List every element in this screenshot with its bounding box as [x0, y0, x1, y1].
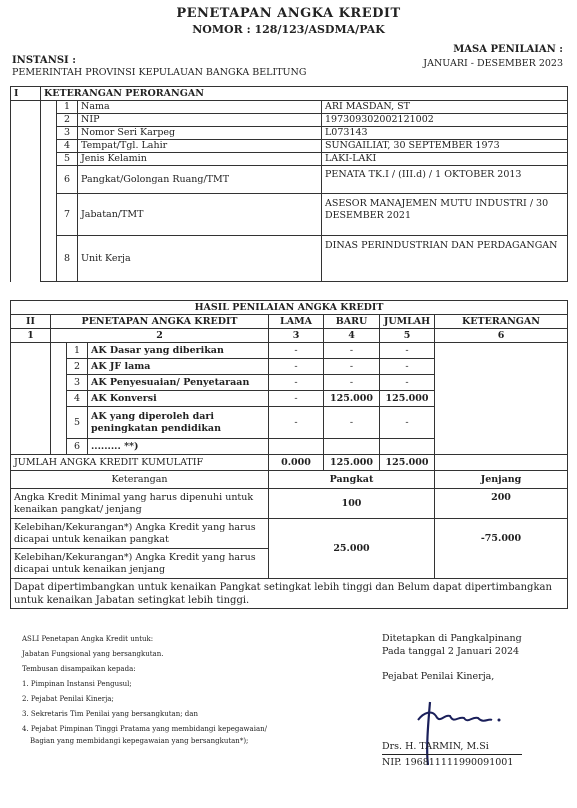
personal-row-value: ARI MASDAN, ST — [322, 101, 568, 114]
personal-row-label: Unit Kerja — [78, 236, 322, 282]
masa-penilaian-label: MASA PENILAIAN : — [453, 44, 563, 55]
ak-row-jumlah: 125.000 — [380, 391, 435, 407]
personal-row-no: 2 — [57, 114, 78, 127]
personal-row-no: 5 — [57, 153, 78, 166]
section-1-roman: I — [11, 87, 41, 101]
distribution-line: 2. Pejabat Penilai Kinerja; — [22, 695, 114, 703]
official-title: Pejabat Penilai Kinerja, — [382, 671, 495, 682]
minimal-label: Angka Kredit Minimal yang harus dipenuhi untuk kenaikan pangkat/ jenjang — [11, 489, 269, 519]
ak-row-jumlah: - — [380, 343, 435, 359]
kumulatif-label: JUMLAH ANGKA KREDIT KUMULATIF — [11, 455, 269, 471]
personal-row-label: Tempat/Tgl. Lahir — [78, 140, 322, 153]
col-number: 1 — [11, 329, 51, 343]
col-lama: LAMA — [269, 315, 324, 329]
ak-row-baru: 125.000 — [324, 391, 380, 407]
col-penetapan: PENETAPAN ANGKA KREDIT — [51, 315, 269, 329]
personal-row-value: PENATA TK.I / (III.d) / 1 OKTOBER 2013 — [322, 166, 568, 194]
personal-row-no: 1 — [57, 101, 78, 114]
ak-row-lama: - — [269, 375, 324, 391]
ak-row-baru: - — [324, 407, 380, 439]
personal-row-label: Jabatan/TMT — [78, 194, 322, 236]
ak-row-no: 1 — [67, 343, 88, 359]
distribution-line: Jabatan Fungsional yang bersangkutan. — [22, 650, 164, 658]
ak-row-no: 5 — [67, 407, 88, 439]
ak-row-baru: - — [324, 375, 380, 391]
distribution-line: 1. Pimpinan Instansi Pengusul; — [22, 680, 132, 688]
kelebihan-pangkat-value: 25.000 — [269, 519, 435, 579]
instansi-label: INSTANSI : — [12, 55, 76, 66]
ak-row-lama: - — [269, 359, 324, 375]
ak-row-label: AK yang diperoleh dari peningkatan pendidikan — [88, 407, 269, 439]
ak-row-no: 3 — [67, 375, 88, 391]
minimal-pangkat: 100 — [269, 489, 435, 519]
keterangan-perorangan-table — [10, 86, 568, 282]
pangkat-header: Pangkat — [269, 471, 435, 489]
place-text: Ditetapkan di Pangkalpinang — [382, 633, 522, 644]
ak-row-no: 4 — [67, 391, 88, 407]
col-keterangan: KETERANGAN — [435, 315, 568, 329]
ak-row-jumlah: - — [380, 375, 435, 391]
jenjang-header: Jenjang — [435, 471, 568, 489]
col-jumlah: JUMLAH — [380, 315, 435, 329]
personal-row-value: 197309302002121002 — [322, 114, 568, 127]
ak-row-baru — [324, 439, 380, 455]
section-1-title: KETERANGAN PERORANGAN — [41, 87, 568, 101]
ak-row-baru: - — [324, 343, 380, 359]
col-number: 5 — [380, 329, 435, 343]
distribution-line: Tembusan disampaikan kepada: — [22, 665, 136, 673]
signer-name: Drs. H. TARMIN, M.Si — [382, 740, 522, 755]
ak-row-lama: - — [269, 391, 324, 407]
personal-row-no: 8 — [57, 236, 78, 282]
ak-row-label: AK JF lama — [88, 359, 269, 375]
keterangan-header: Keterangan — [11, 471, 269, 489]
kelebihan-pangkat-label: Kelebihan/Kekurangan*) Angka Kredit yang harus dicapai untuk kenaikan pangkat — [11, 519, 269, 549]
instansi-value: PEMERINTAH PROVINSI KEPULAUAN BANGKA BELITUNG — [12, 67, 307, 78]
personal-row-no: 3 — [57, 127, 78, 140]
personal-row-label: Nomor Seri Karpeg — [78, 127, 322, 140]
personal-row-no: 7 — [57, 194, 78, 236]
distribution-line: 4. Pejabat Pimpinan Tinggi Pratama yang membidangi kepegawaian/ — [22, 725, 267, 733]
personal-row-value: ASESOR MANAJEMEN MUTU INDUSTRI / 30 DESEMBER 2021 — [322, 194, 568, 236]
distribution-line: Bagian yang membidangi kepegawaian yang bersangkutan*); — [30, 737, 249, 745]
kumulatif-jumlah: 125.000 — [380, 455, 435, 471]
ak-row-label: ......... **) — [88, 439, 269, 455]
kelebihan-jenjang-label: Kelebihan/Kekurangan*) Angka Kredit yang harus dicapai untuk kenaikan jenjang — [11, 549, 269, 579]
document-title: PENETAPAN ANGKA KREDIT — [176, 6, 401, 21]
personal-row-value: SUNGAILIAT, 30 SEPTEMBER 1973 — [322, 140, 568, 153]
personal-row-value: L073143 — [322, 127, 568, 140]
personal-row-no: 6 — [57, 166, 78, 194]
col-baru: BARU — [324, 315, 380, 329]
hasil-penilaian-table — [10, 300, 568, 609]
ak-row-label: AK Dasar yang diberikan — [88, 343, 269, 359]
personal-row-no: 4 — [57, 140, 78, 153]
ak-row-label: AK Konversi — [88, 391, 269, 407]
ak-row-baru: - — [324, 359, 380, 375]
ak-row-lama — [269, 439, 324, 455]
ak-row-no: 2 — [67, 359, 88, 375]
personal-row-label: Pangkat/Golongan Ruang/TMT — [78, 166, 322, 194]
ak-row-jumlah — [380, 439, 435, 455]
kelebihan-jenjang-value: -75.000 — [435, 519, 568, 579]
section-2-roman: II — [11, 315, 51, 329]
col-number: 2 — [51, 329, 269, 343]
section-2-title: HASIL PENILAIAN ANGKA KREDIT — [11, 301, 568, 315]
signer-nip: NIP. 196811111990091001 — [382, 757, 514, 768]
ak-row-jumlah: - — [380, 407, 435, 439]
distribution-line: 3. Sekretaris Tim Penilai yang bersangkutan; dan — [22, 710, 198, 718]
kumulatif-baru: 125.000 — [324, 455, 380, 471]
personal-row-label: NIP — [78, 114, 322, 127]
document-number: NOMOR : 128/123/ASDMA/PAK — [192, 23, 385, 36]
date-text: Pada tanggal 2 Januari 2024 — [382, 646, 520, 657]
personal-row-value: DINAS PERINDUSTRIAN DAN PERDAGANGAN — [322, 236, 568, 282]
col-number: 3 — [269, 329, 324, 343]
ak-row-label: AK Penyesuaian/ Penyetaraan — [88, 375, 269, 391]
personal-row-label: Jenis Kelamin — [78, 153, 322, 166]
ak-row-lama: - — [269, 407, 324, 439]
ak-row-lama: - — [269, 343, 324, 359]
personal-row-value: LAKI-LAKI — [322, 153, 568, 166]
ak-row-jumlah: - — [380, 359, 435, 375]
distribution-list — [22, 633, 322, 747]
col-number: 4 — [324, 329, 380, 343]
minimal-jenjang: 200 — [435, 489, 568, 519]
distribution-line: ASLI Penetapan Angka Kredit untuk: — [22, 635, 154, 643]
col-number: 6 — [435, 329, 568, 343]
conclusion-text: Dapat dipertimbangkan untuk kenaikan Pangkat setingkat lebih tinggi dan Belum dapat dipertimbangkan untuk kenaikan Jabatan setingkat lebih tinggi. — [11, 579, 568, 609]
kumulatif-lama: 0.000 — [269, 455, 324, 471]
masa-penilaian-value: JANUARI - DESEMBER 2023 — [423, 58, 563, 69]
personal-row-label: Nama — [78, 101, 322, 114]
ak-row-no: 6 — [67, 439, 88, 455]
